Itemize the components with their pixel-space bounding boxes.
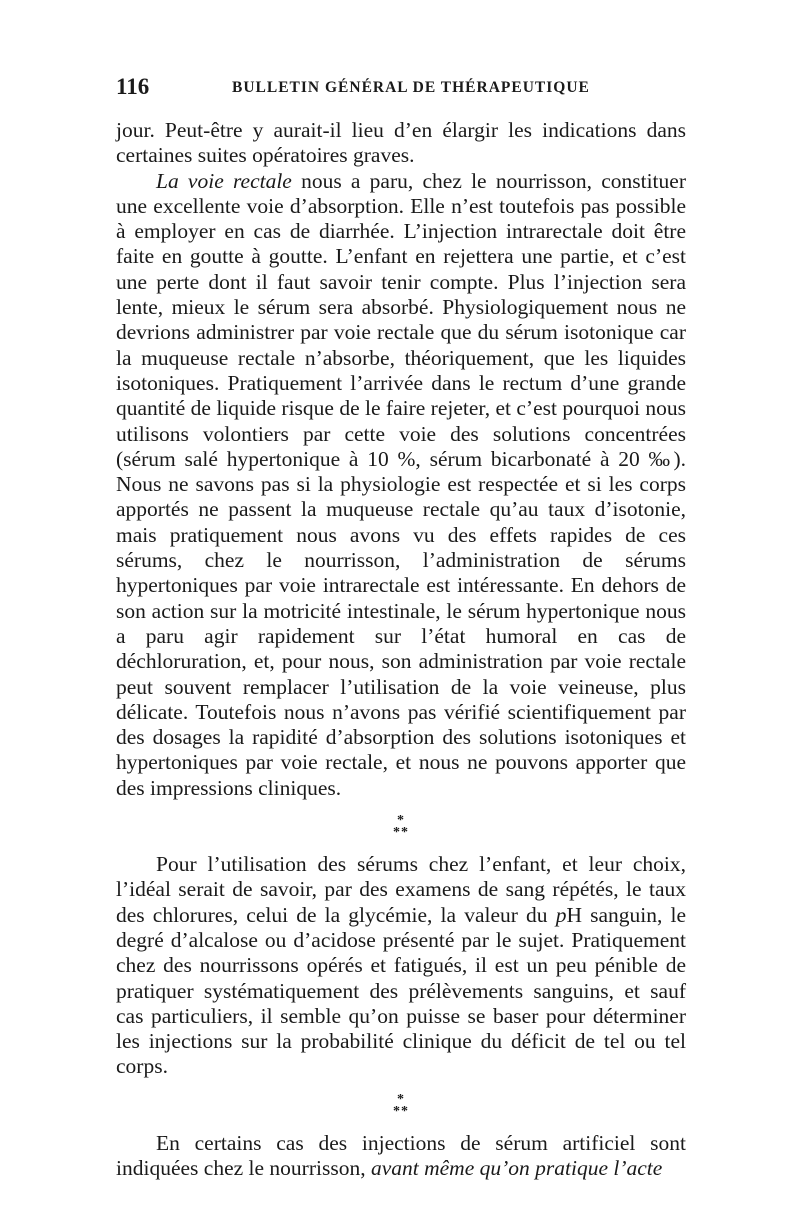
body-text <box>116 118 686 1181</box>
paragraph-text: En certains cas des injections de sérum artificiel sont indiquées chez le nourrisson, <box>116 1130 686 1180</box>
italic-phrase: avant même qu’on pratique l’acte <box>370 1155 663 1180</box>
paragraph-serums-enfant <box>116 852 686 1080</box>
asterism-top: * <box>397 1091 405 1107</box>
italic-phrase: La voie rectale <box>156 168 292 193</box>
asterism-separator <box>116 801 686 852</box>
ph-h: H <box>566 902 582 927</box>
asterism-bottom: ** <box>393 825 409 841</box>
asterism-separator <box>116 1080 686 1131</box>
italic-p: p <box>555 902 567 927</box>
paragraph-text: sanguin, le degré d’alcalose ou d’acidose présenté par le sujet. Pratiquement chez des nourrissons opérés et fatigués, il est un peu pénible de pratiquer systématiquement des prélèvements sanguins, et sauf cas particuliers, il semble qu’on puisse se baser pour déterminer les injections sur la probabilité clinique du déficit de tel ou tel corps. <box>116 902 686 1079</box>
paragraph-voie-rectale <box>116 169 686 801</box>
paragraph-continued: jour. Peut-être y aurait-il lieu d’en élargir les indications dans certaines suites opératoires graves. <box>116 118 686 168</box>
paragraph-text: nous a paru, chez le nourrisson, constituer une excellente voie d’absorption. Elle n’est toutefois pas possible à employer en cas de diarrhée. L’injection intrarectale doit être faite en goutte à goutte. L’enfant en rejettera une partie, et c’est une perte dont il faut savoir tenir compte. Plus l’injection sera lente, mieux le sérum sera absorbé. Physiologiquement nous ne devrions administrer par voie rectale que du sérum isotonique car la muqueuse rectale n’absorbe, théoriquement, que les liquides isotoniques. Pratiquement l’arrivée dans le rectum d’une grande quantité de liquide risque de le faire rejeter, et c’est pourquoi nous utilisons volontiers par cette voie des solutions concentrées (sérum salé hypertonique à 10 %, sérum bicarbonaté à 20 ‰). Nous ne savons pas si la physiologie est respectée et si les corps apportés ne passent la muqueuse rectale qu’au taux d’isotonie, mais pratiquement nous avons vu des effets rapides de ces sérums, chez le nourrisson, l’administration de sérums hypertoniques par voie intrarectale est intéressante. En dehors de son action sur la motricité intestinale, le sérum hypertonique nous a paru agir rapidement sur l’état humoral en cas de déchloruration, et, pour nous, son administration par voie rectale peut souvent remplacer l’utilisation de la voie veineuse, plus délicate. Toutefois nous n’avons pas vérifié scientifiquement par des dosages la rapidité d’absorption des solutions isotoniques et hypertoniques par voie rectale, et nous ne pouvons apporter que des impressions cliniques. <box>116 168 686 800</box>
page-number: 116 <box>116 74 150 99</box>
page-header <box>116 74 686 104</box>
paragraph-text: Pour l’utilisation des sérums chez l’enfant, et leur choix, l’idéal serait de savoir, par des examens de sang répétés, le taux des chlorures, celui de la glycémie, la valeur du <box>116 852 686 927</box>
paragraph-injections <box>116 1131 686 1182</box>
running-title: BULLETIN GÉNÉRAL DE THÉRAPEUTIQUE <box>232 79 590 96</box>
asterism-top: * <box>397 813 405 829</box>
asterism-bottom: ** <box>393 1103 409 1119</box>
